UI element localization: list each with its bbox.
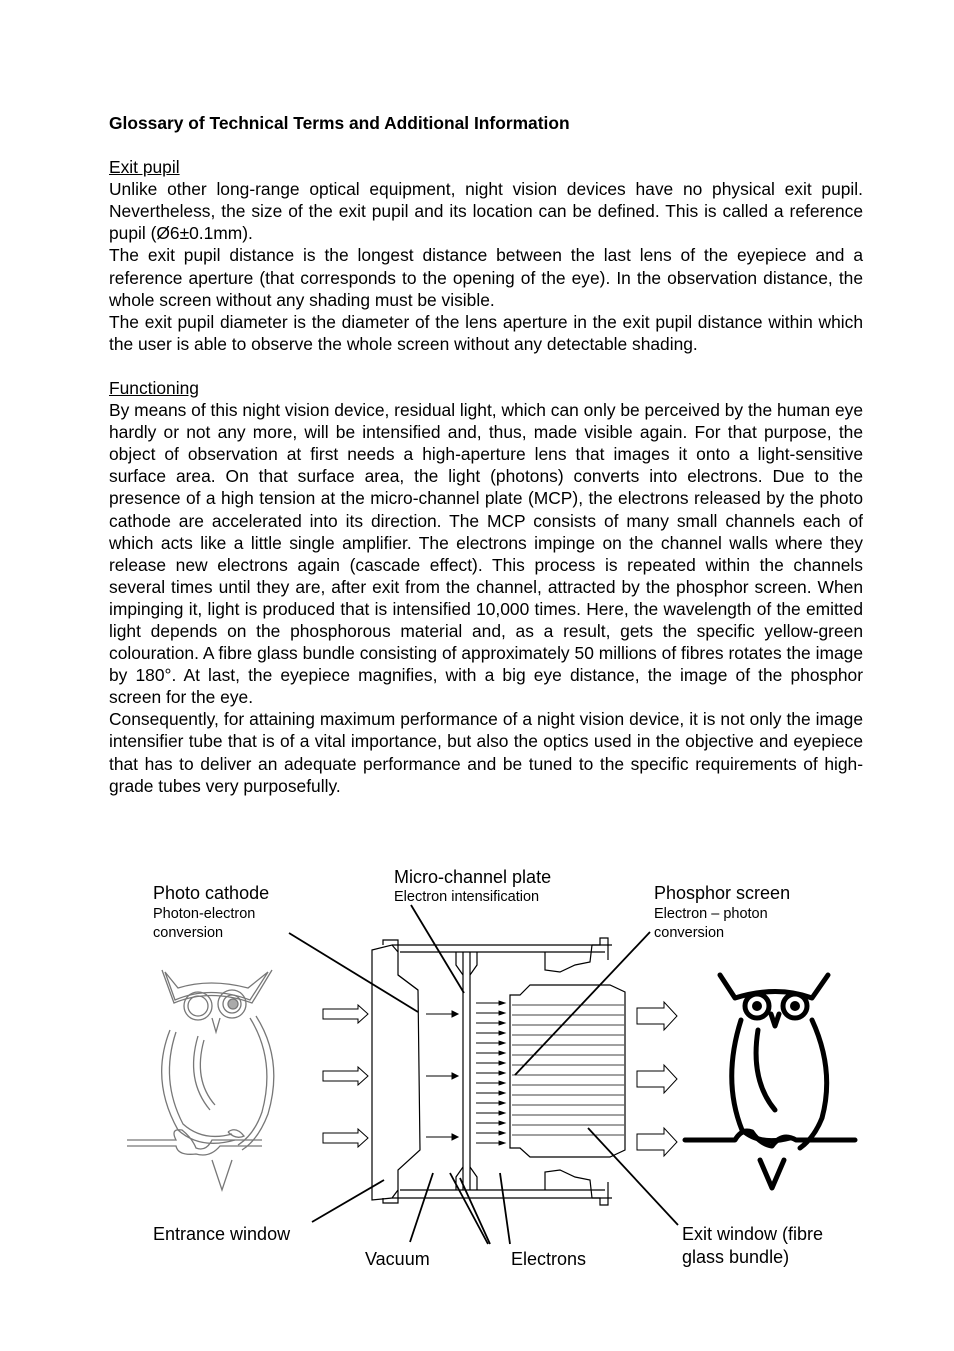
paragraph: Unlike other long-range optical equipment, night vision devices have no physical exit pupil. Nevertheless, the size of the exit pupil and its location can be defined. This is called a reference pupil (Ø6±0.1mm). — [109, 179, 863, 244]
section-heading-functioning: Functioning — [109, 377, 199, 398]
paragraph: The exit pupil distance is the longest distance between the last lens of the eyepiece and a reference aperture (that corresponds to the opening of the eye). In the observation distance, the whole screen without any shading must be visible. — [109, 245, 863, 310]
section-heading-exit-pupil: Exit pupil — [109, 157, 180, 178]
dim-owl-image — [127, 970, 274, 1190]
label-photo-cathode-sub1: Photon-electron — [153, 906, 256, 922]
label-photo-cathode: Photo cathode — [153, 883, 270, 903]
label-electrons: Electrons — [511, 1249, 587, 1269]
bright-owl-eyes — [752, 1001, 800, 1011]
label-mcp: Micro-channel plate — [394, 867, 552, 887]
input-light-arrows — [323, 1005, 368, 1147]
label-phosphor-sub1: Electron – photon — [654, 906, 768, 922]
label-photo-cathode-sub2: conversion — [153, 925, 224, 941]
label-exit-window-2: glass bundle) — [682, 1247, 790, 1267]
label-phosphor-sub2: conversion — [654, 925, 725, 941]
label-entrance-window: Entrance window — [153, 1224, 291, 1244]
bright-owl-image — [685, 975, 855, 1188]
label-vacuum: Vacuum — [365, 1249, 430, 1269]
image-intensifier-tube — [372, 938, 625, 1205]
output-light-arrows — [637, 1002, 677, 1156]
fibre-lines — [512, 1005, 624, 1135]
paragraph: The exit pupil diameter is the diameter of the lens aperture in the exit pupil distance within which the user is able to observe the whole screen without any detectable shading. — [109, 311, 863, 354]
text-block — [109, 112, 863, 797]
label-exit-window-1: Exit window (fibre — [682, 1224, 824, 1244]
paragraph: By means of this night vision device, residual light, which can only be perceived by the human eye hardly or not any more, will be intensified and, thus, made visible again. For that purpose, the object of observation at first needs a high-aperture lens that images it onto a light-sensitive surface area. On that surface area, the light (photons) converts into electrons. Due to the presence of a high tension at the micro-channel plate (MCP), the electrons released by the photo cathode are accelerated into its direction. The MCP consists of many small channels each of which acts like a little single amplifier. The electrons impinge on the channel walls where they release new electrons again (cascade effect). This process is repeated within the channels several times until they are, after exit from the channel, attracted by the phosphor screen. When impinging it, light is produced that is intensified 10,000 times. Here, the wavelength of the emitted light depends on the phosphorous material and, as a result, gets the specific yellow-green colouration. A fibre glass bundle consisting of approximately 50 millions of fibres rotates the image by 180°. At last, the eyepiece magnifies, with a big eye distance, the image of the phosphor screen for the eye. — [109, 400, 864, 708]
paragraph: Consequently, for attaining maximum performance of a night vision device, it is not only the image intensifier tube that is of a vital importance, but also the optics used in the objective and eyepiece that has to deliver an adequate performance and be tuned to the specific requirements of high-grade tubes very purposefully. — [109, 709, 863, 796]
image-intensifier-diagram — [0, 850, 954, 1280]
label-mcp-sub1: Electron intensification — [394, 889, 540, 905]
page-title: Glossary of Technical Terms and Additional Information — [109, 113, 570, 133]
multiplied-electron-arrows — [476, 1001, 505, 1145]
label-phosphor-screen: Phosphor screen — [654, 883, 791, 903]
photoelectron-arrows — [426, 1011, 458, 1140]
